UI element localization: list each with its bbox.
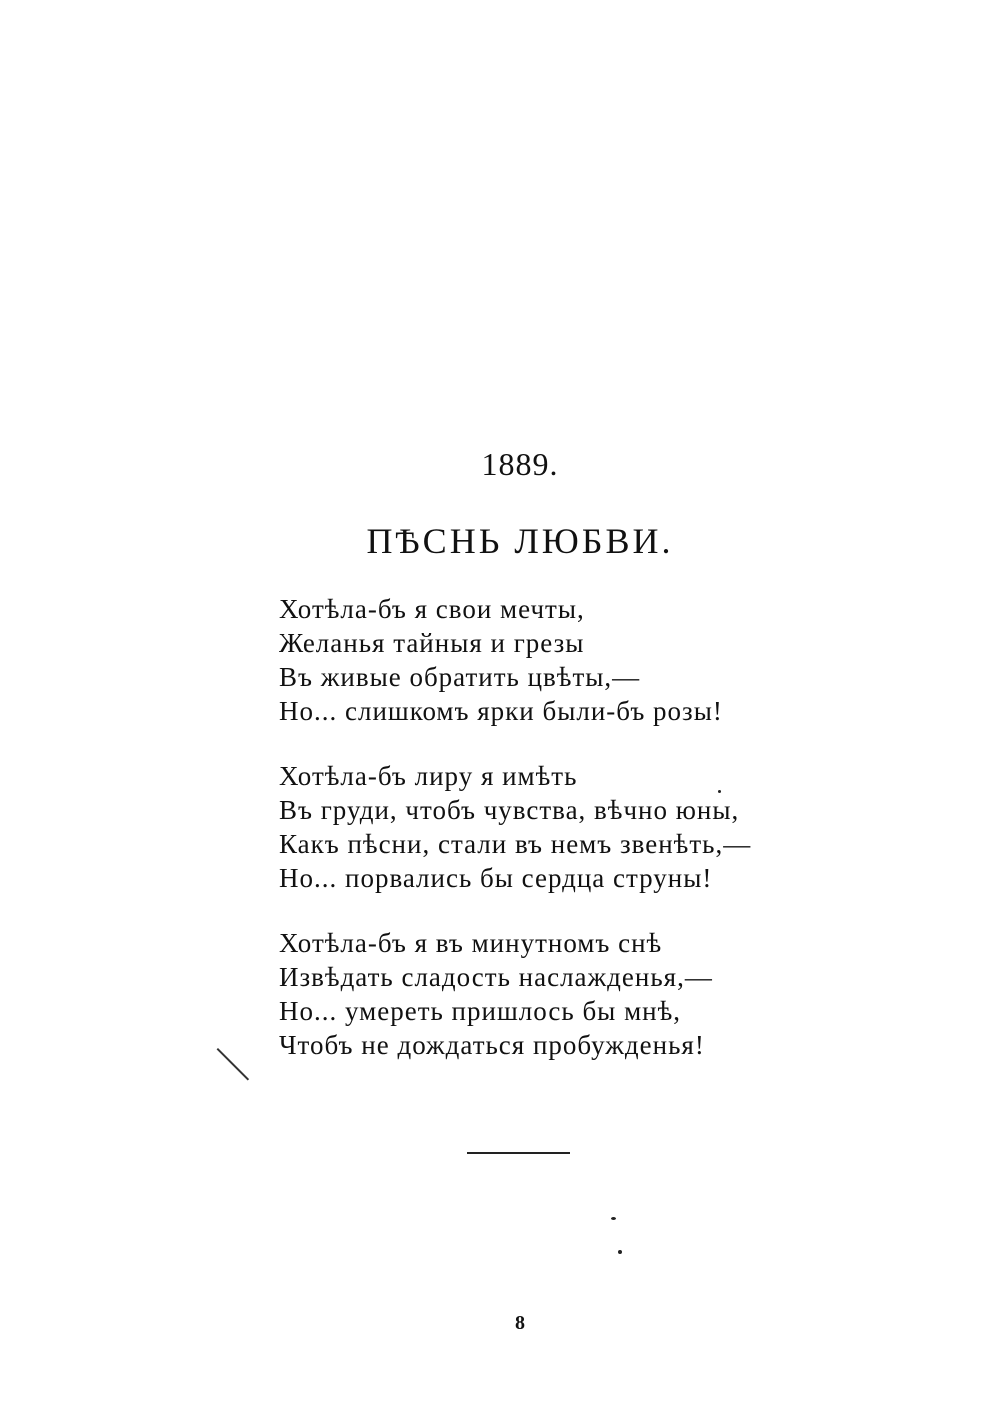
poem-line: Но... умереть пришлось бы мнѣ, xyxy=(279,996,682,1026)
poem-line: Въ живые обратить цвѣты,— xyxy=(279,662,641,692)
poem-line: Хотѣла-бъ я свои мечты, xyxy=(279,594,585,624)
poem-line: Хотѣла-бъ лиру я имѣть xyxy=(279,761,578,791)
ink-speck xyxy=(718,790,721,793)
poem-line: Хотѣла-бъ я въ минутномъ снѣ xyxy=(279,928,663,958)
ink-speck xyxy=(618,1250,622,1254)
poem-year: 1889. xyxy=(481,446,559,482)
poem-line: Чтобъ не дождаться пробужденья! xyxy=(279,1030,705,1060)
poem-line: Въ груди, чтобъ чувства, вѣчно юны, xyxy=(279,795,740,825)
stanza xyxy=(279,926,839,1062)
stanza xyxy=(279,592,839,728)
poem-line: Извѣдать сладость наслажденья,— xyxy=(279,962,713,992)
pencil-mark xyxy=(217,1048,250,1081)
section-divider xyxy=(467,1152,570,1154)
stanza xyxy=(279,759,839,895)
poem-line: Но... слишкомъ ярки были-бъ розы! xyxy=(279,696,723,726)
ink-speck xyxy=(611,1217,616,1220)
poem-line: Какъ пѣсни, стали въ немъ звенѣть,— xyxy=(279,829,752,859)
poem-title: ПѢСНЬ ЛЮБВИ. xyxy=(366,521,674,561)
page-number: 8 xyxy=(515,1312,525,1334)
poem-line: Желанья тайныя и грезы xyxy=(279,628,585,658)
poem-body xyxy=(279,592,839,1093)
poem-line: Но... порвались бы сердца струны! xyxy=(279,863,713,893)
